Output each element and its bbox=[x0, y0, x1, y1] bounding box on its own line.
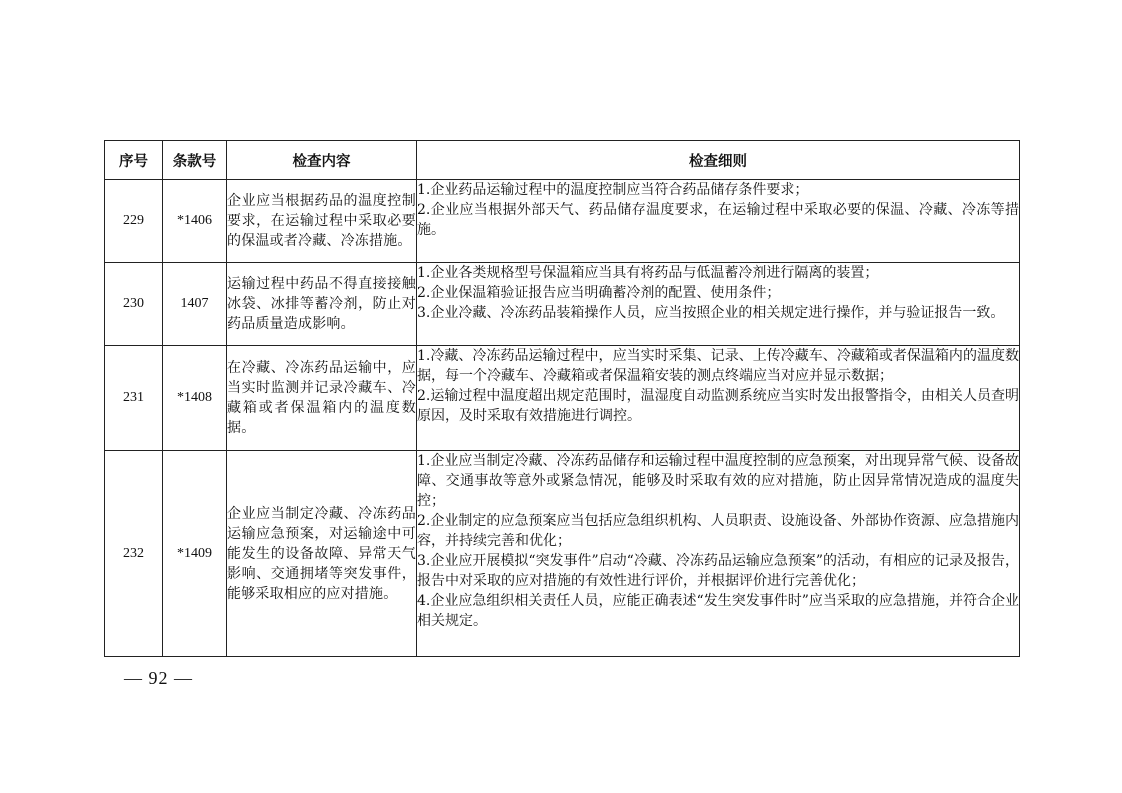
row-seq: 229 bbox=[105, 180, 163, 263]
detail-item: 2.企业保温箱验证报告应当明确蓄冷剂的配置、使用条件； bbox=[417, 285, 781, 301]
inspection-table bbox=[104, 140, 1020, 657]
detail-item: 2.企业应当根据外部天气、药品储存温度要求，在运输过程中采取必要的保温、冷藏、冷冻等措施。 bbox=[417, 202, 1019, 238]
row-content: 企业应当制定冷藏、冷冻药品运输应急预案，对运输途中可能发生的设备故障、异常天气影响、交通拥堵等突发事件，能够采取相应的应对措施。 bbox=[227, 451, 417, 657]
detail-item: 1.企业应当制定冷藏、冷冻药品储存和运输过程中温度控制的应急预案，对出现异常气候、设备故障、交通事故等意外或紧急情况，能够及时采取有效的应对措施，防止因异常情况造成的温度失控； bbox=[417, 453, 1019, 509]
table-row bbox=[105, 263, 1020, 346]
detail-item: 2.企业制定的应急预案应当包括应急组织机构、人员职责、设施设备、外部协作资源、应急措施内容，并持续完善和优化； bbox=[417, 513, 1019, 549]
row-seq: 232 bbox=[105, 451, 163, 657]
row-clause: *1406 bbox=[163, 180, 227, 263]
header-content: 检查内容 bbox=[227, 141, 417, 180]
row-details bbox=[417, 180, 1020, 263]
detail-item: 1.冷藏、冷冻药品运输过程中，应当实时采集、记录、上传冷藏车、冷藏箱或者保温箱内的温度数据，每一个冷藏车、冷藏箱或者保温箱安装的测点终端应当对应并显示数据； bbox=[417, 348, 1019, 384]
row-details bbox=[417, 346, 1020, 451]
inspection-sheet bbox=[104, 140, 1019, 657]
row-content: 在冷藏、冷冻药品运输中，应当实时监测并记录冷藏车、冷藏箱或者保温箱内的温度数据。 bbox=[227, 346, 417, 451]
row-content: 运输过程中药品不得直接接触冰袋、冰排等蓄冷剂，防止对药品质量造成影响。 bbox=[227, 263, 417, 346]
table-header-row bbox=[105, 141, 1020, 180]
detail-item: 1.企业药品运输过程中的温度控制应当符合药品储存条件要求； bbox=[417, 182, 809, 198]
row-clause: 1407 bbox=[163, 263, 227, 346]
header-seq: 序号 bbox=[105, 141, 163, 180]
row-content: 企业应当根据药品的温度控制要求，在运输过程中采取必要的保温或者冷藏、冷冻措施。 bbox=[227, 180, 417, 263]
table-row bbox=[105, 180, 1020, 263]
row-seq: 230 bbox=[105, 263, 163, 346]
row-details bbox=[417, 451, 1020, 657]
detail-item: 3.企业应开展模拟“突发事件”启动“冷藏、冷冻药品运输应急预案”的活动，有相应的记录及报告，报告中对采取的应对措施的有效性进行评价，并根据评价进行完善优化； bbox=[417, 553, 1019, 589]
row-clause: *1409 bbox=[163, 451, 227, 657]
header-clause: 条款号 bbox=[163, 141, 227, 180]
table-row bbox=[105, 451, 1020, 657]
detail-item: 3.企业冷藏、冷冻药品装箱操作人员，应当按照企业的相关规定进行操作，并与验证报告一致。 bbox=[417, 305, 1005, 321]
table-row bbox=[105, 346, 1020, 451]
header-details: 检查细则 bbox=[417, 141, 1020, 180]
page-number: — 92 — bbox=[124, 668, 193, 688]
row-seq: 231 bbox=[105, 346, 163, 451]
detail-item: 4.企业应急组织相关责任人员，应能正确表述“发生突发事件时”应当采取的应急措施，并符合企业相关规定。 bbox=[417, 593, 1019, 629]
detail-item: 1.企业各类规格型号保温箱应当具有将药品与低温蓄冷剂进行隔离的装置； bbox=[417, 265, 879, 281]
row-clause: *1408 bbox=[163, 346, 227, 451]
detail-item: 2.运输过程中温度超出规定范围时，温湿度自动监测系统应当实时发出报警指令，由相关人员查明原因，及时采取有效措施进行调控。 bbox=[417, 388, 1019, 424]
row-details bbox=[417, 263, 1020, 346]
